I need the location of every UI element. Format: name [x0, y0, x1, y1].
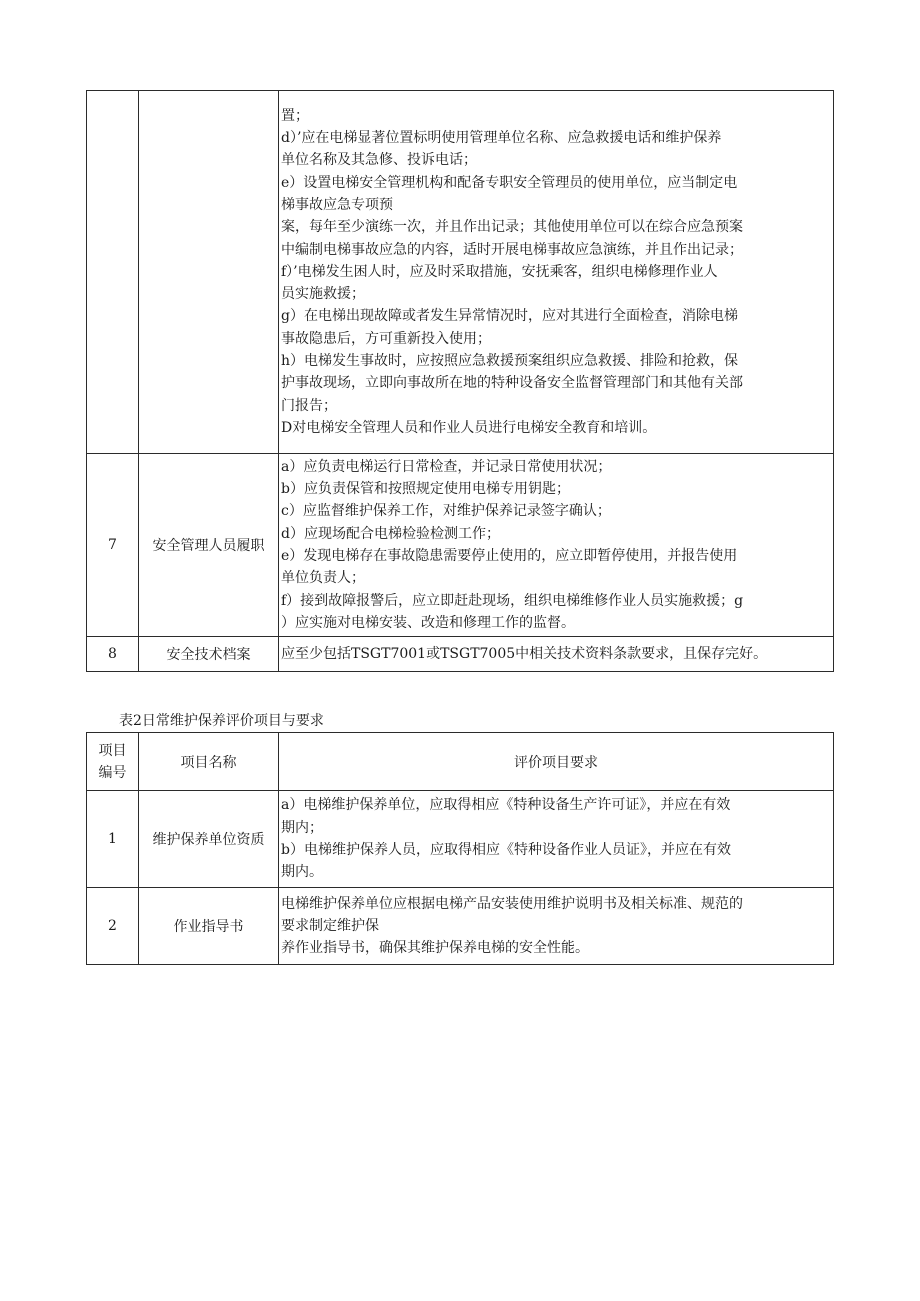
item-name-cell: 作业指导书 [139, 888, 279, 965]
item-number-cell: 8 [87, 637, 139, 672]
requirement-line: e）设置电梯安全管理机构和配备专职安全管理员的使用单位，应当制定电 [281, 174, 738, 191]
requirement-line: 电梯维护保养单位应根据电梯产品安装使用维护说明书及相关标准、规范的 [281, 895, 743, 912]
requirement-line: 期内； [281, 819, 323, 836]
requirement-cell [279, 791, 834, 888]
header-item-number-line: 编号 [98, 764, 127, 781]
requirement-line: b）电梯维护保养人员，应取得相应《特种设备作业人员证》，并应在有效 [281, 842, 731, 858]
requirement-line: c）应监督维护保养工作，对维护保养记录签字确认； [281, 503, 611, 520]
table-2-caption: 表2日常维护保养评价项目与要求 [119, 713, 324, 729]
requirement-line: 案，每年至少演练一次，并且作出记录；其他使用单位可以在综合应急预案 [281, 219, 743, 236]
table-1 [86, 90, 834, 672]
header-item-name: 项目名称 [139, 733, 279, 791]
requirement-cell [279, 91, 834, 454]
item-name-cell: 维护保养单位资质 [139, 791, 279, 888]
requirement-line: D对电梯安全管理人员和作业人员进行电梯安全教育和培训。 [281, 419, 657, 436]
requirement-cell [279, 454, 834, 637]
header-item-number-line: 项目 [98, 742, 127, 759]
requirement-line: 置； [281, 107, 309, 124]
requirement-line: 单位名称及其急修、投诉电话； [281, 152, 477, 169]
item-name-cell [139, 91, 279, 454]
item-number-cell [87, 91, 139, 454]
requirement-line: d）’应在电梯显著位置标明使用管理单位名称、应急救援电话和维护保养 [281, 130, 722, 147]
requirement-line: 梯事故应急专项预 [281, 196, 393, 213]
requirement-line: 员实施救援； [281, 286, 365, 303]
requirement-line: b）应负责保管和按照规定使用电梯专用钥匙； [281, 481, 570, 498]
requirement-line: 门报告； [281, 397, 337, 414]
item-number-cell: 1 [87, 791, 139, 888]
table-header-row [87, 733, 834, 791]
requirement-line: f）’电梯发生困人时，应及时采取措施，安抚乘客，组织电梯修理作业人 [281, 263, 718, 280]
requirement-cell [279, 888, 834, 965]
requirement-line: e）发现电梯存在事故隐患需要停止使用的，应立即暂停使用，并报告使用 [281, 548, 738, 564]
item-name-cell: 安全管理人员履职 [139, 454, 279, 637]
table-2 [86, 732, 834, 965]
requirement-line: 中编制电梯事故应急的内容，适时开展电梯事故应急演练，并且作出记录； [281, 241, 743, 258]
requirement-line: ）应实施对电梯安装、改造和修理工作的监督。 [281, 614, 575, 631]
requirement-line: 要求制定维护保 [281, 917, 379, 934]
requirement-line: 事故隐患后，方可重新投入使用； [281, 330, 491, 347]
table-row [87, 454, 834, 637]
table-row [87, 91, 834, 454]
table-row [87, 791, 834, 888]
requirement-line: h）电梯发生事故时，应按照应急救援预案组织应急救援、排险和抢救，保 [281, 353, 739, 370]
requirement-line: f）接到故障报警后，应立即赶赴现场，组织电梯维修作业人员实施救援；g [281, 592, 744, 609]
requirement-line: a）应负责电梯运行日常检查，并记录日常使用状况； [281, 458, 612, 475]
requirement-line: 养作业指导书，确保其维护保养电梯的安全性能。 [281, 940, 589, 957]
header-requirement: 评价项目要求 [279, 733, 834, 791]
requirement-line: 期内。 [281, 864, 323, 881]
table-row [87, 888, 834, 965]
item-name-cell: 安全技术档案 [139, 637, 279, 672]
item-number-cell: 7 [87, 454, 139, 637]
table-row [87, 637, 834, 672]
requirement-line: 单位负责人； [281, 570, 365, 587]
requirement-line: d）应现场配合电梯检验检测工作； [281, 525, 500, 542]
header-item-number [87, 733, 139, 791]
requirement-cell [279, 637, 834, 672]
requirement-line: 护事故现场，立即向事故所在地的特种设备安全监督管理部门和其他有关部 [281, 375, 743, 392]
item-number-cell: 2 [87, 888, 139, 965]
requirement-line: 应至少包括TSGT7001或TSGT7005中相关技术资料条款要求，且保存完好。 [281, 645, 768, 662]
requirement-line: a）电梯维护保养单位，应取得相应《特种设备生产许可证》，并应在有效 [281, 797, 731, 814]
requirement-line: g）在电梯出现故障或者发生异常情况时，应对其进行全面检查，消除电梯 [281, 308, 738, 325]
